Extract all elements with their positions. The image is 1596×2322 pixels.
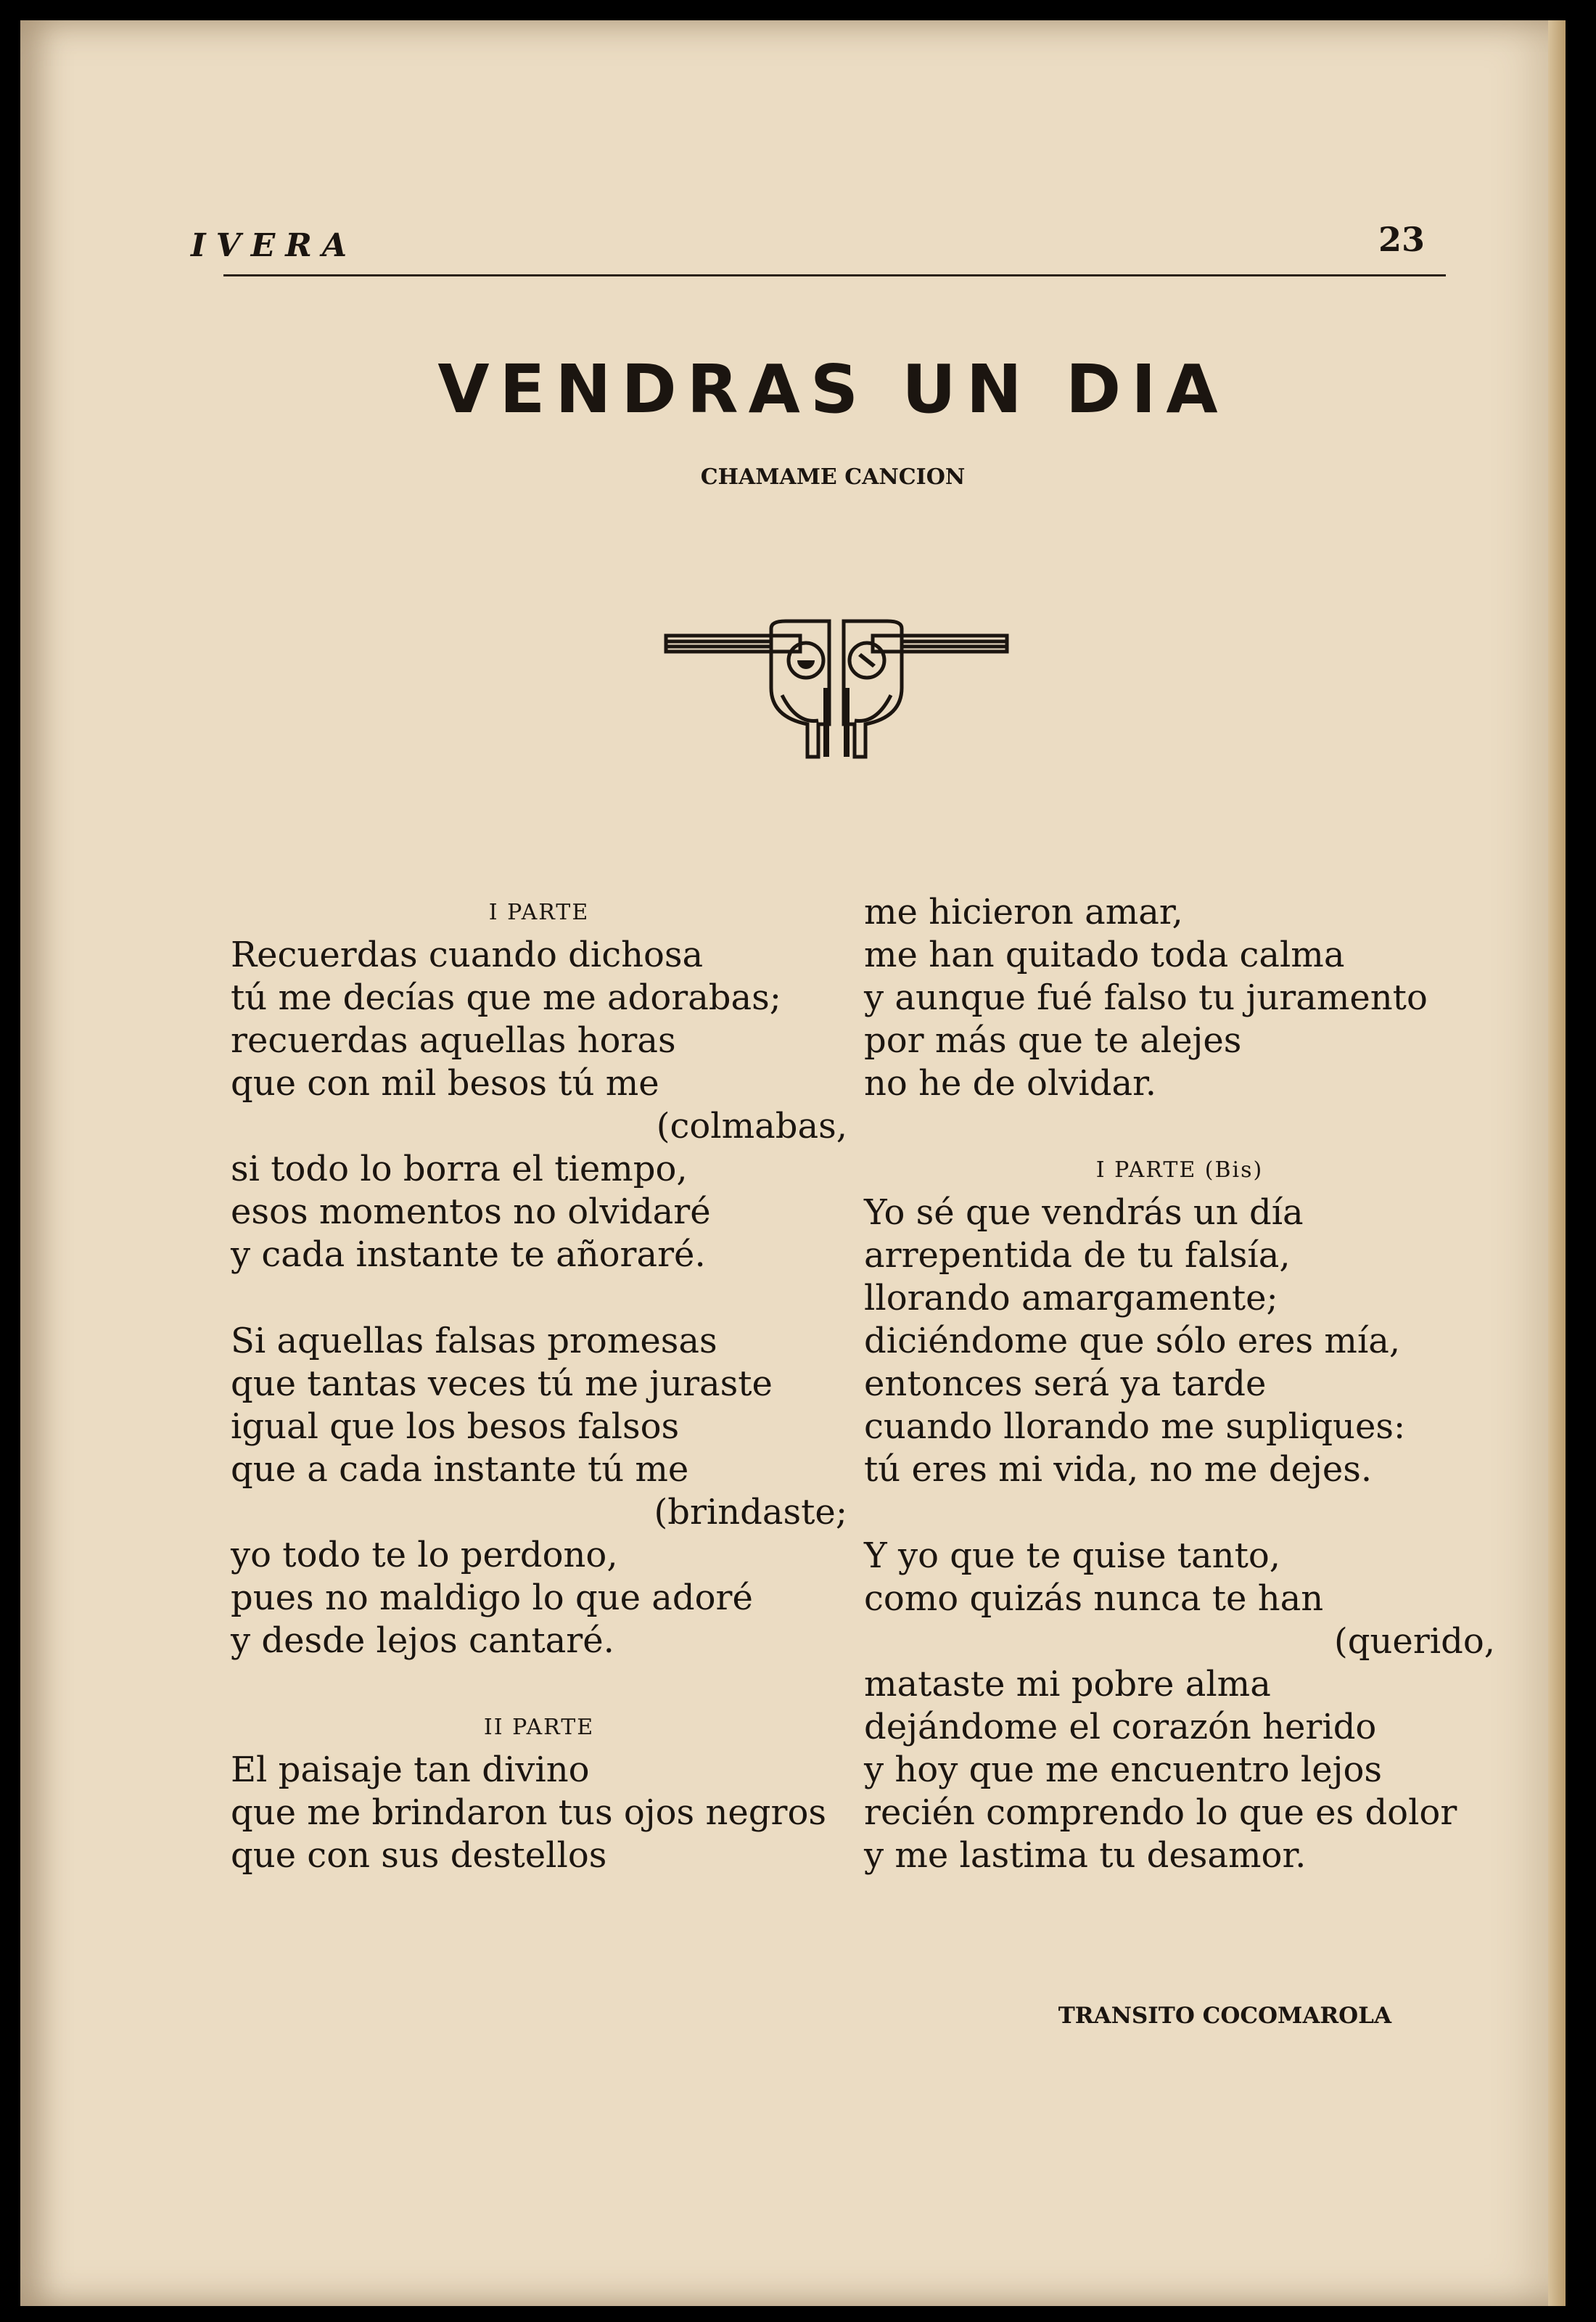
verse-line: y me lastima tu desamor. (864, 1835, 1307, 1876)
verse-line: cuando llorando me supliques: (864, 1406, 1406, 1447)
verse-line: llorando amargamente; (864, 1278, 1278, 1318)
verse-line-continuation: (colmabas, (656, 1106, 847, 1146)
verse-line: pues no maldigo lo que adoré (231, 1578, 753, 1618)
verse-line-continuation: (brindaste; (654, 1492, 847, 1533)
stanza-gap (864, 1491, 1495, 1535)
verse-line: por más que te alejes (864, 1020, 1242, 1061)
verse-line: recién comprendo lo que es dolor (864, 1792, 1457, 1833)
verse-line: Recuerdas cuando dichosa (231, 935, 704, 975)
verse-line: si todo lo borra el tiempo, (231, 1149, 688, 1189)
right-column (864, 891, 1495, 1877)
verse-line: que con sus destellos (231, 1835, 607, 1876)
verse-line: tú me decías que me adorabas; (231, 977, 781, 1018)
page-number: 23 (1378, 220, 1426, 259)
verse-line: que con mil besos tú me (231, 1063, 659, 1104)
verse-line: yo todo te lo perdono, (231, 1535, 618, 1575)
magazine-page (20, 20, 1566, 2306)
verse-line: y hoy que me encuentro lejos (864, 1749, 1383, 1790)
verse-line: que a cada instante tú me (231, 1449, 689, 1490)
verse-line: y aunque fué falso tu juramento (864, 977, 1428, 1018)
verse-line: entonces será ya tarde (864, 1363, 1267, 1404)
verse-line: dejándome el corazón herido (864, 1707, 1377, 1747)
verse-line: tú eres mi vida, no me dejes. (864, 1449, 1373, 1490)
verse-line: diciéndome que sólo eres mía, (864, 1321, 1401, 1361)
verse-line-continuation: (querido, (1334, 1621, 1495, 1662)
ornament-icon (662, 615, 1011, 760)
running-head: IVERA (191, 227, 357, 264)
verse-line: Si aquellas falsas promesas (231, 1321, 717, 1361)
song-title: VENDRAS UN DIA (437, 350, 1228, 428)
verse-line: no he de olvidar. (864, 1063, 1157, 1104)
stanza-gap (864, 1105, 1495, 1149)
header-rule (223, 274, 1446, 276)
section-heading: II PARTE (483, 1715, 595, 1740)
section-heading: I PARTE (Bis) (1095, 1157, 1264, 1183)
verse-line: recuerdas aquellas horas (231, 1020, 676, 1061)
verse-line: y desde lejos cantaré. (231, 1620, 614, 1661)
author-signature: TRANSITO COCOMAROLA (1058, 2003, 1391, 2029)
verse-line: Yo sé que vendrás un día (864, 1192, 1304, 1233)
section-heading: I PARTE (488, 900, 590, 925)
left-column (231, 891, 847, 1877)
verse-line: me han quitado toda calma (864, 935, 1345, 975)
stanza-gap (231, 1276, 847, 1320)
verse-line: esos momentos no olvidaré (231, 1191, 711, 1232)
verse-line: como quizás nunca te han (864, 1578, 1324, 1619)
verse-line: arrepentida de tu falsía, (864, 1235, 1291, 1276)
verse-line: que me brindaron tus ojos negros (231, 1792, 826, 1833)
verse-line: igual que los besos falsos (231, 1406, 680, 1447)
verse-line: que tantas veces tú me juraste (231, 1363, 773, 1404)
verse-line: y cada instante te añoraré. (231, 1234, 706, 1275)
verse-line: me hicieron amar, (864, 892, 1183, 932)
verse-line: Y yo que te quise tanto, (864, 1535, 1281, 1576)
verse-line: El paisaje tan divino (231, 1749, 590, 1790)
song-subtitle: CHAMAME CANCION (700, 464, 966, 490)
stanza-gap (231, 1662, 847, 1706)
verse-line: mataste mi pobre alma (864, 1664, 1271, 1704)
